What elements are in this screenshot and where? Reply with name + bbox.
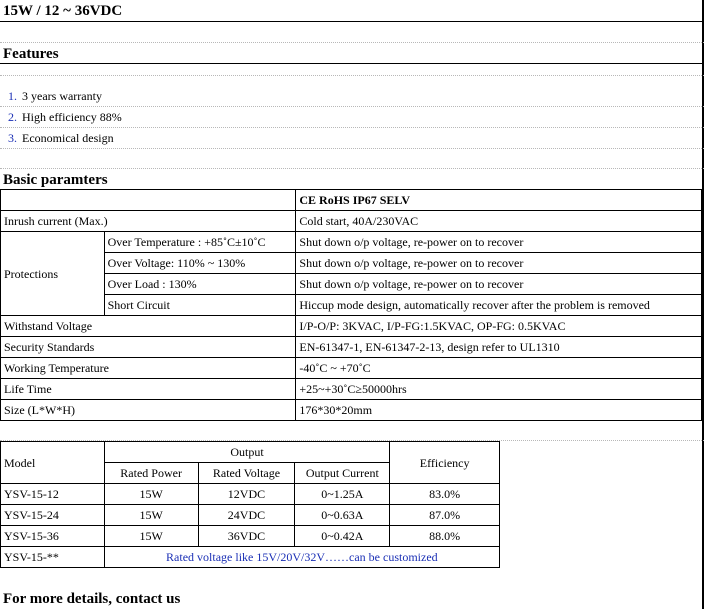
efficiency: 83.0% xyxy=(390,484,500,505)
rated-voltage: 12VDC xyxy=(198,484,295,505)
protection-action: Shut down o/p voltage, re-power on to recover xyxy=(296,232,702,253)
divider xyxy=(0,75,704,76)
divider xyxy=(0,168,704,169)
inrush-label: Inrush current (Max.) xyxy=(1,211,296,232)
param-label: Working Temperature xyxy=(1,358,296,379)
rated-voltage: 36VDC xyxy=(198,526,295,547)
table-row xyxy=(1,358,702,379)
table-row xyxy=(1,379,702,400)
table-row xyxy=(1,253,702,274)
features-heading: Features xyxy=(0,44,704,64)
param-label: Life Time xyxy=(1,379,296,400)
output-current: 0~0.63A xyxy=(295,505,390,526)
inrush-value: Cold start, 40A/230VAC xyxy=(296,211,702,232)
feature-text: 3 years warranty xyxy=(22,89,102,103)
feature-number: 2. xyxy=(8,110,17,124)
table-row xyxy=(1,316,702,337)
efficiency: 88.0% xyxy=(390,526,500,547)
protection-condition: Short Circuit xyxy=(104,295,296,316)
param-label: Security Standards xyxy=(1,337,296,358)
header-rated-power: Rated Power xyxy=(104,463,198,484)
protection-condition: Over Voltage: 110% ~ 130% xyxy=(104,253,296,274)
header-model: Model xyxy=(1,442,105,484)
param-value: +25~+30˚C≥50000hrs xyxy=(296,379,702,400)
table-row xyxy=(1,400,702,421)
feature-text: High efficiency 88% xyxy=(22,110,122,124)
table-row xyxy=(1,442,500,463)
header-output-current: Output Current xyxy=(295,463,390,484)
table-row xyxy=(1,295,702,316)
param-label: Size (L*W*H) xyxy=(1,400,296,421)
table-cell xyxy=(1,190,296,211)
protections-label: Protections xyxy=(1,232,105,316)
header-rated-voltage: Rated Voltage xyxy=(198,463,295,484)
model-name: YSV-15-36 xyxy=(1,526,105,547)
table-row xyxy=(1,190,702,211)
divider xyxy=(0,148,704,149)
custom-note: Rated voltage like 15V/20V/32V……can be customized xyxy=(104,547,499,568)
feature-number: 1. xyxy=(8,89,17,103)
protection-action: Shut down o/p voltage, re-power on to recover xyxy=(296,253,702,274)
rated-power: 15W xyxy=(104,505,198,526)
protection-condition: Over Load : 130% xyxy=(104,274,296,295)
header-efficiency: Efficiency xyxy=(390,442,500,484)
param-value: 176*30*20mm xyxy=(296,400,702,421)
table-row xyxy=(1,547,500,568)
certifications: CE RoHS IP67 SELV xyxy=(296,190,702,211)
model-name: YSV-15-24 xyxy=(1,505,105,526)
feature-text: Economical design xyxy=(22,131,114,145)
param-value: I/P-O/P: 3KVAC, I/P-FG:1.5KVAC, OP-FG: 0.5KVAC xyxy=(296,316,702,337)
table-row xyxy=(1,337,702,358)
param-value: EN-61347-1, EN-61347-2-13, design refer to UL1310 xyxy=(296,337,702,358)
basic-heading: Basic paramters xyxy=(3,172,108,188)
param-value: -40˚C ~ +70˚C xyxy=(296,358,702,379)
model-name: YSV-15-** xyxy=(1,547,105,568)
feature-item xyxy=(0,128,704,148)
feature-item xyxy=(0,107,704,127)
protection-condition: Over Temperature : +85˚C±10˚C xyxy=(104,232,296,253)
feature-number: 3. xyxy=(8,131,17,145)
rated-voltage: 24VDC xyxy=(198,505,295,526)
feature-item xyxy=(0,86,704,106)
model-name: YSV-15-12 xyxy=(1,484,105,505)
header-output: Output xyxy=(104,442,390,463)
table-row xyxy=(1,232,702,253)
output-current: 0~0.42A xyxy=(295,526,390,547)
rated-power: 15W xyxy=(104,484,198,505)
table-row xyxy=(1,526,500,547)
param-label: Withstand Voltage xyxy=(1,316,296,337)
rated-power: 15W xyxy=(104,526,198,547)
divider xyxy=(0,42,704,43)
table-row xyxy=(1,484,500,505)
protection-action: Shut down o/p voltage, re-power on to recover xyxy=(296,274,702,295)
table-row xyxy=(1,211,702,232)
protection-action: Hiccup mode design, automatically recover after the problem is removed xyxy=(296,295,702,316)
footer-contact: For more details, contact us xyxy=(3,591,181,607)
model-table xyxy=(0,441,500,568)
table-row xyxy=(1,274,702,295)
efficiency: 87.0% xyxy=(390,505,500,526)
table-row xyxy=(1,505,500,526)
basic-params-table xyxy=(0,189,702,421)
output-current: 0~1.25A xyxy=(295,484,390,505)
page-title: 15W / 12 ~ 36VDC xyxy=(0,0,704,22)
